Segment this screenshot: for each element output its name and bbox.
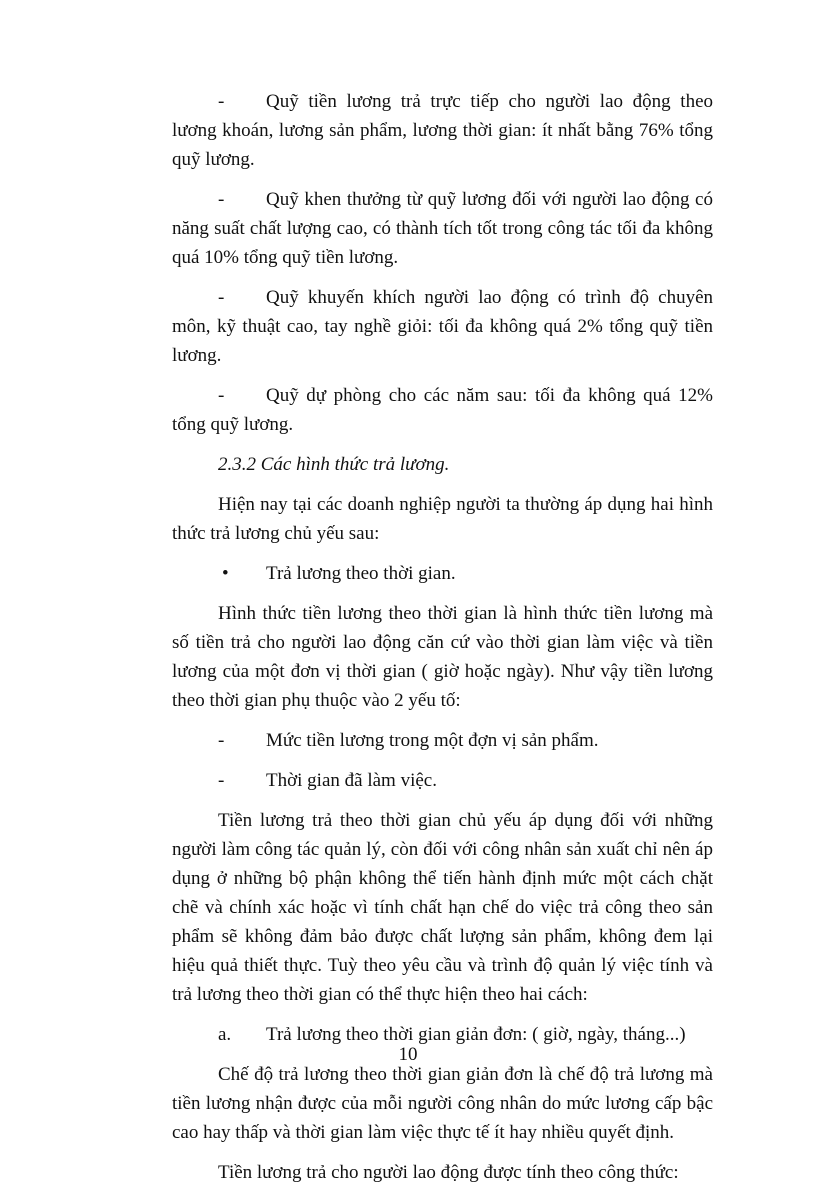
list-item [172,87,713,174]
list-item [172,381,713,439]
list-item-text: Quỹ tiền lương trả trực tiếp cho người lao động theo lương khoán, lương sản phẩm, lương thời gian: ít nhất bằng 76% tổng quỹ lương. [172,91,713,170]
list-item-text: Quỹ khuyến khích người lao động có trình độ chuyên môn, kỹ thuật cao, tay nghề giỏi: tối đa không quá 2% tổng quỹ tiền lương. [172,287,713,366]
section-heading: 2.3.2 Các hình thức trả lương. [218,454,450,475]
formula-intro: Tiền lương trả cho người lao động được tính theo công thức: [218,1162,679,1183]
document-body [172,87,713,1198]
list-item-text: Mức tiền lương trong một đợn vị sản phẩm. [266,730,599,751]
lettered-marker: a. [218,1024,232,1045]
list-marker: - [218,91,225,112]
list-marker: - [218,287,225,308]
page-number: 10 [398,1044,418,1065]
list-marker: - [218,189,225,210]
list-item [172,283,713,370]
simple-time-paragraph: Chế độ trả lương theo thời gian giản đơn là chế độ trả lương mà tiền lương nhận được của mỗi người công nhân do mức lương cấp bậc cao hay thấp và thời gian làm việc thực tế ít hay nhiều quyết định. [172,1064,713,1143]
lettered-item-text: Trả lương theo thời gian giản đơn: ( giờ, ngày, tháng...) [266,1024,686,1045]
list-item [172,726,713,755]
list-marker: - [218,770,225,791]
list-item [172,185,713,272]
bullet-item [172,559,713,588]
list-item [172,766,713,795]
list-item-text: Quỹ dự phòng cho các năm sau: tối đa không quá 12% tổng quỹ lương. [172,385,713,435]
time-wage-paragraph: Hình thức tiền lương theo thời gian là hình thức tiền lương mà số tiền trả cho người lao động căn cứ vào thời gian làm việc và tiền lương của một đơn vị thời gian ( giờ hoặc ngày). Như vậy tiền lương theo thời gian phụ thuộc vào 2 yếu tố: [172,603,713,711]
intro-paragraph: Hiện nay tại các doanh nghiệp người ta thường áp dụng hai hình thức trả lương chủ yếu sau: [172,494,713,544]
application-paragraph: Tiền lương trả theo thời gian chủ yếu áp dụng đối với những người làm công tác quản lý, còn đối với công nhân sản xuất chỉ nên áp dụng ở những bộ phận không thể tiến hành định mức một cách chặt chẽ và chính xác hoặc vì tính chất hạn chế do việc trả công theo sản phẩm sẽ không đảm bảo được chất lượng sản phẩm, không đem lại hiệu quả thiết thực. Tuỳ theo yêu cầu và trình độ quản lý việc tính và trả lương theo thời gian có thể thực hiện theo hai cách: [172,810,713,1005]
list-item-text: Thời gian đã làm việc. [266,770,437,791]
list-marker: - [218,385,225,406]
list-marker: - [218,730,225,751]
bullet-marker: • [222,563,229,584]
list-item-text: Quỹ khen thưởng từ quỹ lương đối với người lao động có năng suất chất lượng cao, có thành tích tốt trong công tác tối đa không quá 10% tổng quỹ tiền lương. [172,189,713,268]
bullet-item-text: Trả lương theo thời gian. [266,563,456,584]
